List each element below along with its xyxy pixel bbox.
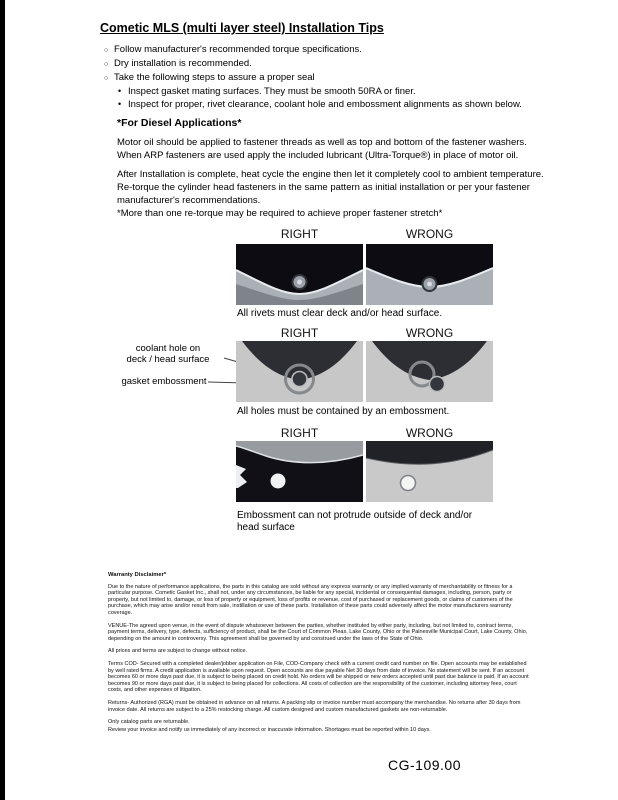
circle-bullet-icon: ○ (104, 75, 109, 82)
right-header-row1: RIGHT (280, 227, 319, 241)
dot-bullet-icon: • (118, 99, 122, 109)
diagram-embossment-right (236, 441, 363, 502)
wrong-header-row3: WRONG (405, 426, 454, 440)
tip-text: Follow manufacturer's recommended torque specifications. (114, 44, 362, 55)
holes-caption: All holes must be contained by an embossment. (237, 406, 450, 417)
wrong-header-row2: WRONG (405, 326, 454, 340)
tip-text: Inspect gasket mating surfaces. They must be smooth 50RA or finer. (128, 86, 416, 97)
disclaimer-paragraph: Review your invoice and notify us immediately of any incorrect or inaccurate information. Shortages must be reported within 10 days. (108, 726, 431, 733)
embossment-caption: Embossment can not protrude outside of deck and/or head surface (237, 510, 473, 533)
retorque-note: *More than one re-torque may be required to achieve proper fastener stretch* (117, 208, 443, 219)
page-edge-artifact (0, 0, 5, 800)
circle-bullet-icon: ○ (104, 47, 109, 54)
diagram-embossment-wrong (366, 441, 493, 502)
page-code: CG-109.00 (388, 757, 461, 773)
diesel-paragraph-2: After Installation is complete, heat cycle the engine then let it completely cool to ambient temperature. Re-torque the cylinder head fasteners in the same pattern as initial installation or per your fastener manufacturer's recommendations. (117, 169, 544, 206)
diagram-rivet-right (236, 244, 363, 305)
disclaimer-paragraph: Due to the nature of performance applications, the parts in this catalog are sold without any express warranty or any implied warranty of merchantability or fitness for a particular purpose. Cometic Gasket Inc., shall not, under any circumstances, be liable for any special, incidental or consequential damages, including, person, party or property, but not limited to, damage, or loss of property or equipment, loss of profits or revenue, cost of purchased or replacement goods, or claims of customers of the purchase, which may arise and/or result from sale, instillation or use of these parts. Installation of these parts could adversely affect the motor manufacturers warranty coverage. (108, 583, 513, 616)
tip-text: Inspect for proper, rivet clearance, coolant hole and embossment alignments as shown below. (128, 99, 522, 110)
warranty-disclaimer (108, 572, 529, 739)
tip-text: Take the following steps to assure a proper seal (114, 72, 315, 83)
tip-item (104, 71, 574, 85)
disclaimer-paragraph: All prices and terms are subject to change without notice. (108, 648, 248, 655)
circle-bullet-icon: ○ (104, 61, 109, 68)
coolant-hole-callout: coolant hole on deck / head surface (126, 343, 210, 365)
warranty-heading: Warranty Disclaimer* (108, 572, 167, 578)
right-header-row3: RIGHT (280, 426, 319, 440)
diagram-rivet-wrong (366, 244, 493, 305)
dot-bullet-icon: • (118, 86, 122, 96)
diagram-holes-wrong (366, 341, 493, 402)
page-title: Cometic MLS (multi layer steel) Installation Tips (100, 21, 384, 35)
tip-text: Dry installation is recommended. (114, 58, 252, 69)
diesel-paragraph-1: Motor oil should be applied to fastener threads as well as top and bottom of the fastener washers. When ARP fasteners are used apply the included lubricant (Ultra-Torque®) in place of motor oil. (117, 137, 527, 161)
diesel-heading: *For Diesel Applications* (117, 117, 242, 129)
right-header-row2: RIGHT (280, 326, 319, 340)
disclaimer-paragraph: Only catalog parts are returnable. (108, 719, 190, 726)
disclaimer-paragraph: Terms COD- Secured with a completed dealer/jobber application on File, COD-Company check with a current credit card number on file. Open accounts may be established by well rated firms. A credit application is available upon request. Open accounts are due payable Net 30 days from date of invoice. No statement will be sent. If an account becomes 60 or more days past due, it is subject to being placed on credit hold. No orders will be shipped or new orders accepted until past due balance is paid. If an account becomes 90 or more days past due, it is subject to being placed for collections. All costs of collection are the responsibility of the customer, including attorney fees, court costs, and other expenses of litigation. (108, 660, 529, 694)
tip-item (104, 57, 574, 71)
tip-item (104, 43, 574, 57)
rivet-caption: All rivets must clear deck and/or head surface. (237, 308, 443, 319)
disclaimer-paragraph: Returns- Authorized (RGA) must be obtained in advance on all returns. A packing slip or invoice number must accompany the merchandise. No returns after 30 days from invoice date. All returns are subject to a 25% restocking charge. All custom designed and custom manufactured gaskets are non-returnable. (108, 699, 521, 713)
disclaimer-paragraph: VENUE-The agreed upon venue, in the event of dispute whatsoever between the parties, whether instituted by either party, including, but not limited to, contract terms, payment terms, delivery, type, defects, sufficiency of product, shall be the Court of Common Pleas, Lake County, Ohio or the Painesville Municipal Court, Lake County, Ohio, depending on the amount in controversy. This agreement shall be governed by and construed under the laws of the State of Ohio. (108, 622, 528, 642)
sub-tip-item (118, 98, 574, 111)
diagram-holes-right (236, 341, 363, 402)
gasket-embossment-callout: gasket embossment (121, 376, 207, 387)
sub-tip-item (118, 85, 574, 98)
tips-list (104, 43, 574, 111)
wrong-header-row1: WRONG (405, 227, 454, 241)
